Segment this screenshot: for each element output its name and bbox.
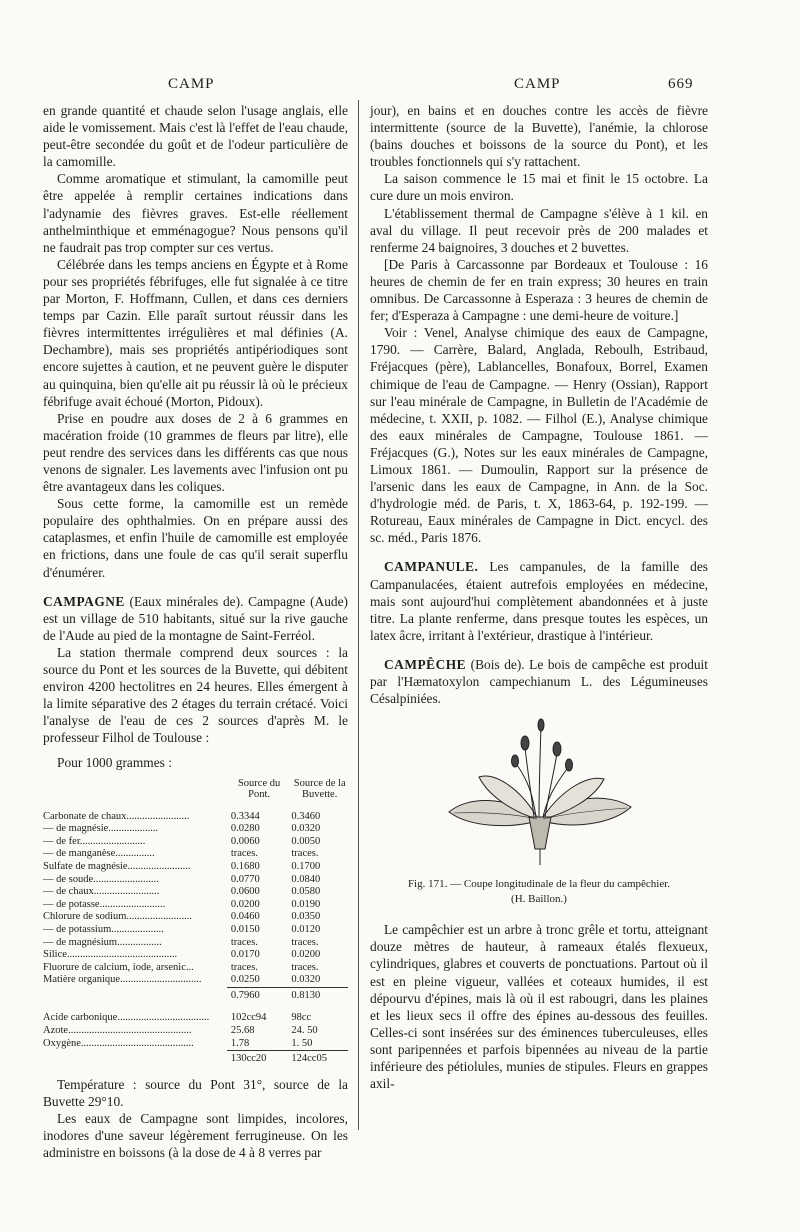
paragraph-station: La station thermale comprend deux sources : la source du Pont et les sources de la Buvette, qui débitent environ 4200 hectolitres en 24 heures. Elles émergent à la limite séparative des 2 étages du terrain crétacé. Voici l'analyse de l'eau de ces 2 sources d'après M. le professeur Filhol de Toulouse :	[43, 644, 348, 746]
entry-campeche-head: CAMPÊCHE	[384, 656, 467, 672]
table-cell-pont: traces.	[230, 848, 258, 860]
table-row	[43, 836, 348, 849]
paragraph-poudre: Prise en poudre aux doses de 2 à 6 grammes en macération froide (10 grammes de fleurs par litre), elle peut rendre des services dans les différents cas que nous venons de signaler. Les lavements avec l'infusion ont pu être avantageux dans les coliques.	[43, 410, 348, 495]
paragraph-pour-1000: Pour 1000 grammes :	[57, 755, 172, 771]
table-cell-buvette: 0.0320	[291, 823, 321, 835]
entry-campagne-text: (Eaux minérales de). Campagne (Aude) est un village de 510 habitants, situé sur la rive gauche de l'Aude au pied de la montagne de Saint-Ferréol.	[43, 593, 348, 643]
table-row	[43, 886, 348, 899]
left-column	[43, 102, 348, 1161]
table-cell-buvette: 0.0840	[291, 873, 321, 885]
table-cell-buvette: 0.1700	[291, 860, 321, 872]
table-row	[43, 1025, 348, 1038]
table-gas-total-buvette: 124cc05	[287, 1051, 348, 1066]
table-cell-label: Silice..........................................	[43, 949, 178, 961]
table-cell-pont: 0.0150	[230, 923, 260, 935]
table-cell-label: — de potassium....................	[43, 923, 164, 935]
table-cell-pont: 0.0200	[230, 898, 260, 910]
table-row	[43, 874, 348, 887]
table-cell-pont: 0.1680	[230, 860, 260, 872]
paragraph-eaux: Les eaux de Campagne sont limpides, incolores, inodores d'une saveur légèrement ferrugineuse. On les administre en boissons (à la dose de 4 à 8 verres par	[43, 1111, 348, 1161]
table-cell-label: Sulfate de magnésie........................	[43, 860, 191, 872]
table-total-pont: 0.7960	[227, 987, 288, 1002]
table-cell-buvette: 0.0050	[291, 835, 321, 847]
table-cell-buvette: 0.3460	[291, 810, 321, 822]
entry-campeche	[370, 656, 708, 707]
table-cell-pont: 0.0280	[230, 823, 260, 835]
table-cell-pont: 0.0250	[230, 974, 260, 986]
entry-campagne-head: CAMPAGNE	[43, 593, 125, 609]
table-cell-label: — de magnésie...................	[43, 823, 159, 835]
column-divider	[358, 100, 359, 1130]
table-cell-buvette: traces.	[291, 961, 319, 973]
table-cell-buvette: 0.0350	[291, 911, 321, 923]
table-cell-pont: 0.0600	[230, 886, 260, 898]
paragraph-ophthalmies: Sous cette forme, la camomille est un remède populaire des ophthalmies. On en prépare aussi des cataplasmes, et enfin l'huile de camomille est employée en frictions, dans une foule de cas qu'il serait superflu d'énumérer.	[43, 496, 348, 580]
table-total-row	[43, 987, 348, 1002]
table-header-buvette: Source de la Buvette.	[293, 777, 346, 801]
paragraph-etablissement: L'établissement thermal de Campagne s'élève à 1 kil. en aval du village. Il peut recevoir près de 200 malades et renferme 24 baignoires, 3 douches et 2 buvettes.	[370, 205, 708, 255]
paragraph-trajet: [De Paris à Carcassonne par Bordeaux et Toulouse : 16 heures de chemin de fer en train express; 30 heures en train omnibus. De Carcassonne à Esperaza : 3 heures de chemin de fer; d'Esperaza à Campagne : une demi-heure de voiture.]	[370, 256, 708, 324]
table-cell-pont: 0.0770	[230, 873, 260, 885]
table-cell-pont: 102cc94	[230, 1012, 267, 1024]
figure-caption	[370, 877, 708, 907]
figure-caption-credit: (H. Baillon.)	[511, 893, 567, 906]
table-gas-total-pont: 130cc20	[227, 1051, 288, 1066]
flower-section-drawing	[439, 717, 639, 867]
table-cell-buvette: 0.0200	[291, 949, 321, 961]
table-row	[43, 1038, 348, 1051]
table-cell-label: Carbonate de chaux........................	[43, 810, 190, 822]
table-gas-total-row	[43, 1051, 348, 1066]
table-header-row	[43, 778, 348, 801]
paragraph-bibliographie: Voir : Venel, Analyse chimique des eaux de Campagne, 1790. — Carrère, Balard, Anglada, Reboulh, Estribaud, Fréjacques (père), Lablancelles, Bonafoux, Borrel, Examen chimique de l'eau de Campagne. — Henry (Ossian), Rapport sur l'eau minérale de Campagne, in Bulletin de l'Académie de médecine, t. XXII, p. 1082. — Filhol (E.), Analyse chimique des eaux minérales de Campagne, Toulouse 1861. — Fréjacques (G.), Notes sur les eaux minérales de Campagne, Limoux 1861. — Dumoulin, Rapport sur la présence de l'arsenic dans les eaux de Campagne, in Ann. de la Soc. d'hydrologie méd. de Paris, t. X, 1863-64, p. 192-199. — Rotureau, Eaux minérales de Campagne in Dict. encycl. des sc. méd., Paris 1876.	[370, 325, 708, 546]
table-row	[43, 848, 348, 861]
paragraph-campechier: Le campêchier est un arbre à tronc grêle et tortu, atteignant douze mètres de hauteur, à rameaux étalés flexueux, cylindriques, glabres et couverts de ponctuations. Partout où il est en pleine vigueur, vallées et coteaux humides, il est dépourvu d'épines, mais là où il est rabougri, dans les plaines et les lieux secs il offre des épines au-dessous des feuilles. Celles-ci sont insérées sur des éminences tuberculeuses, elles sont paripennées et parfois bipennées au niveau de la partie inférieure des pétiolules, munies de stipules. Fleurs en grappes axil-	[370, 922, 708, 1092]
table-cell-buvette: 0.0190	[291, 898, 321, 910]
table-cell-pont: traces.	[230, 936, 258, 948]
table-row	[43, 962, 348, 975]
table-cell-buvette: 0.0320	[291, 974, 321, 986]
table-cell-label: — de manganèse...............	[43, 848, 155, 860]
table-cell-pont: 0.0460	[230, 911, 260, 923]
table-row	[43, 811, 348, 824]
table-row	[43, 1012, 348, 1025]
table-row	[43, 974, 348, 987]
paragraph-continuation: en grande quantité et chaude selon l'usage anglais, elle aide le vomissement. Mais c'est là l'effet de l'eau chaude, peut-être secondée du goût et de l'odeur particulière de la camomille.	[43, 103, 348, 170]
table-row	[43, 861, 348, 874]
running-header-left: CAMP	[168, 76, 215, 92]
table-cell-label: Oxygène...........................................	[43, 1037, 194, 1049]
right-column	[370, 102, 708, 1092]
table-row	[43, 899, 348, 912]
table-cell-buvette: 0.0580	[291, 886, 321, 898]
entry-campagne	[43, 593, 348, 644]
table-cell-pont: 0.0060	[230, 835, 260, 847]
table-cell-label: — de magnésium.................	[43, 936, 162, 948]
table-cell-buvette: 24. 50	[291, 1025, 318, 1037]
entry-campanule	[370, 558, 708, 643]
table-cell-label: — de soude.........................	[43, 873, 159, 885]
table-cell-label: — de fer.........................	[43, 835, 146, 847]
table-cell-label: Chlorure de sodium.........................	[43, 911, 193, 923]
table-row	[43, 949, 348, 962]
table-row	[43, 924, 348, 937]
table-cell-label: Azote...............................................	[43, 1025, 192, 1037]
table-cell-label: Acide carbonique...................................	[43, 1012, 210, 1024]
table-row	[43, 911, 348, 924]
table-row	[43, 937, 348, 950]
entry-campanule-head: CAMPANULE.	[384, 559, 479, 575]
table-cell-pont: 0.3344	[230, 810, 260, 822]
table-cell-buvette: 0.0120	[291, 923, 321, 935]
entry-campeche-text: (Bois de). Le bois de campêche est produit par l'Hæmatoxylon campechianum L. des Légumineuses Césalpiniées.	[370, 656, 708, 707]
table-cell-pont: 1.78	[230, 1037, 250, 1049]
paragraph-jour: jour), en bains et en douches contre les accès de fièvre intermittente (source de la Buvette), l'anémie, la chlorose (bains douches et boissons de la source du Pont), et les troubles fonctionnels qui s'y rattachent.	[370, 103, 708, 170]
table-row	[43, 823, 348, 836]
table-cell-buvette: 98cc	[291, 1012, 312, 1024]
paragraph-temperature: Température : source du Pont 31°, source de la Buvette 29°10.	[43, 1076, 348, 1109]
table-total-buvette: 0.8130	[287, 987, 348, 1002]
page-number: 669	[668, 76, 694, 92]
flower-illustration	[370, 717, 708, 871]
table-header-pont: Source du Pont.	[237, 777, 281, 801]
paragraph-aromatique: Comme aromatique et stimulant, la camomille peut être appelée à remplir certaines indications dans l'adynamie des fièvres graves. Est-elle réellement anthelminthique et emménagogue? Nous pensons qu'il ne faudrait pas trop compter sur ces vertus.	[43, 171, 348, 255]
table-cell-buvette: traces.	[291, 848, 319, 860]
table-cell-pont: 0.0170	[230, 949, 260, 961]
table-cell-pont: 25.68	[230, 1025, 255, 1037]
table-cell-label: Fluorure de calcium, iode, arsenic...	[43, 961, 194, 973]
paragraph-saison: La saison commence le 15 mai et finit le 15 octobre. La cure dure un mois environ.	[370, 171, 708, 204]
analysis-table	[43, 778, 348, 1066]
table-cell-buvette: 1. 50	[291, 1037, 313, 1049]
paragraph-febrifuges: Célébrée dans les temps anciens en Égypte et à Rome pour ses propriétés fébrifuges, elle fut signalée à ce titre par Morton, F. Hoffmann, Cullen, et dans ces derniers temps par Cazin. Elle paraît surtout réussir dans les fièvres intermittentes irrégulières et mal définies (A. Dechambre), mais ses propriétés antipériodiques sont encore sujettes à caution, et ne peuvent guère le disputer au quinquina, bien qu'elle ait pu réussir là où le précieux fébrifuge avait échoué (Morton, Pidoux).	[43, 256, 348, 409]
table-cell-buvette: traces.	[291, 936, 319, 948]
table-cell-label: — de chaux.........................	[43, 886, 160, 898]
entry-campanule-text: Les campanules, de la famille des Campanulacées, étaient autrefois employées en médecine, mais sont aujourd'hui complètement abandonnées et à juste titre. La plante renferme, dans presque toutes les espèces, un latex âcre, irritant à l'extérieur, drastique à l'intérieur.	[370, 559, 708, 643]
table-cell-pont: traces.	[230, 961, 258, 973]
table-cell-label: Matière organique...............................	[43, 974, 202, 986]
table-cell-label: — de potasse.........................	[43, 898, 166, 910]
figure-caption-line: Fig. 171. — Coupe longitudinale de la fleur du campêchier.	[407, 878, 671, 891]
running-header-center: CAMP	[514, 76, 561, 92]
